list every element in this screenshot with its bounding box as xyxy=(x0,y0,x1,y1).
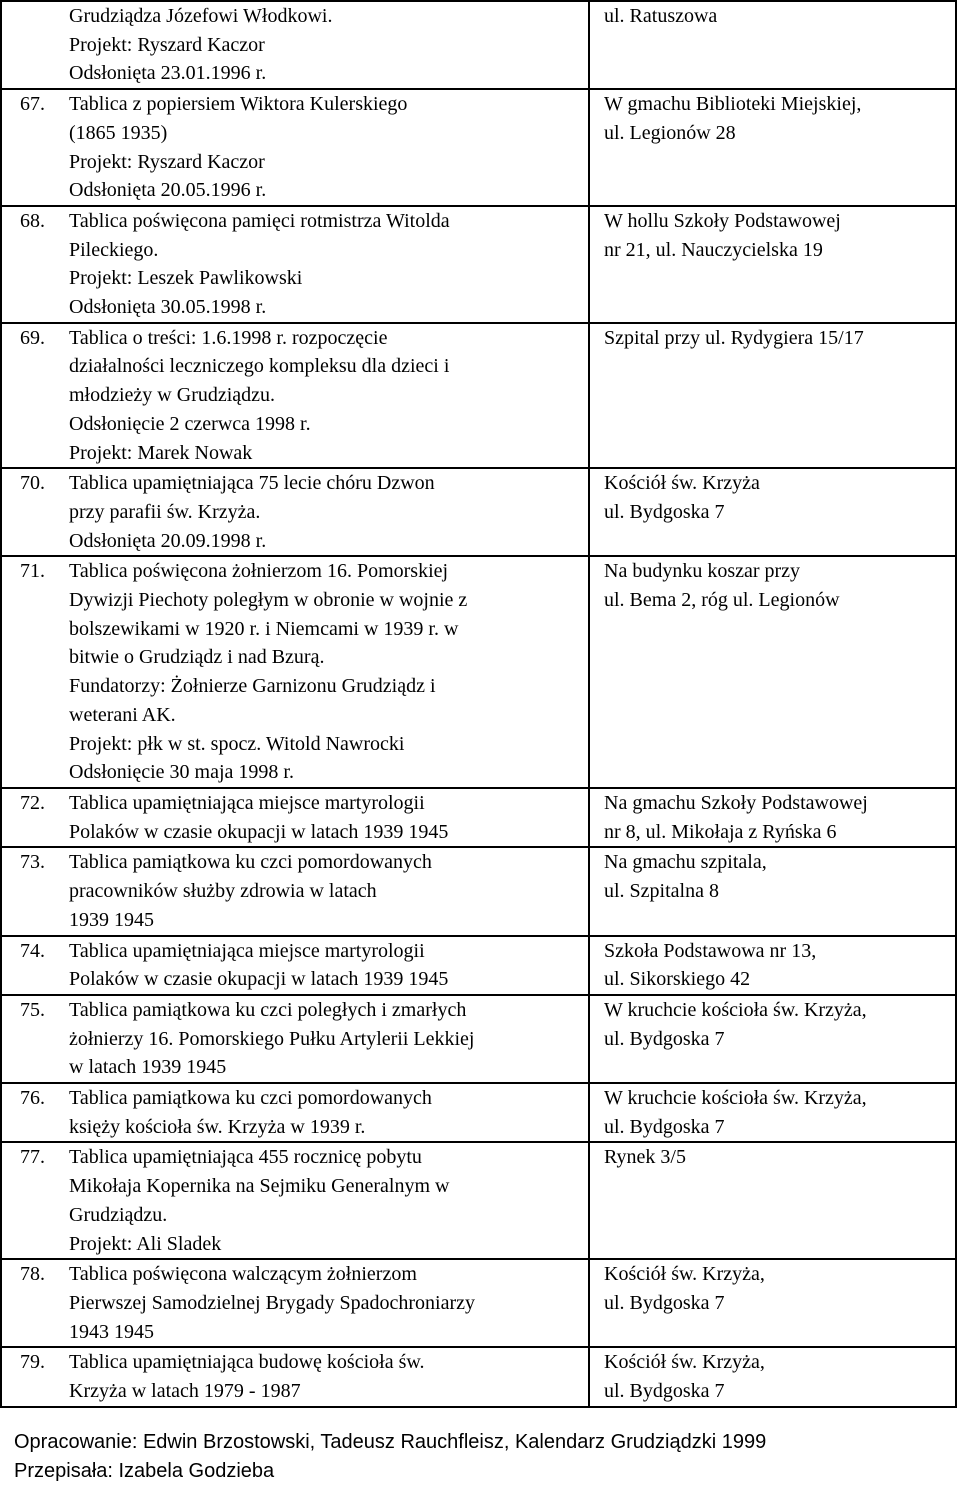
location-line: nr 21, ul. Nauczycielska 19 xyxy=(604,238,823,261)
location-line: Rynek 3/5 xyxy=(604,1146,686,1169)
entry-text-line: bitwie o Grudziądz i nad Bzurą. xyxy=(69,646,325,669)
entry-number: 75. xyxy=(20,998,45,1021)
location-cell xyxy=(589,936,956,995)
entry-text-line: 1943 1945 xyxy=(69,1320,154,1343)
entry xyxy=(2,1143,588,1258)
entry xyxy=(2,2,588,88)
location-line: Kościół św. Krzyża, xyxy=(604,1263,765,1286)
entry-text-line: Polaków w czasie okupacji w latach 1939 1945 xyxy=(69,820,449,843)
entry-text-line: Projekt: Ali Sladek xyxy=(69,1232,222,1255)
location-line: W kruchcie kościoła św. Krzyża, xyxy=(604,1087,867,1110)
location-cell xyxy=(589,1347,956,1407)
entry-number: 68. xyxy=(20,209,45,232)
entry-text-line: Polaków w czasie okupacji w latach 1939 1945 xyxy=(69,968,449,991)
entry-text-line: Krzyża w latach 1979 - 1987 xyxy=(69,1380,301,1403)
description-cell xyxy=(1,89,589,206)
entry-number: 77. xyxy=(20,1146,45,1169)
location-line: W gmachu Biblioteki Miejskiej, xyxy=(604,93,862,116)
entry-text-line: księży kościoła św. Krzyża w 1939 r. xyxy=(69,1115,366,1138)
location-line: W kruchcie kościoła św. Krzyża, xyxy=(604,998,867,1021)
entry-text-line: Odsłonięta 30.05.1998 r. xyxy=(69,296,267,319)
footer-transcriber: Przepisała: Izabela Godzieba xyxy=(14,1460,275,1482)
entry-text-line: Fundatorzy: Żołnierze Garnizonu Grudziądz i xyxy=(69,675,436,698)
description-cell xyxy=(1,1259,589,1347)
entry-text-line: Tablica pamiątkowa ku czci poległych i zmarłych xyxy=(69,998,467,1021)
table-row xyxy=(1,89,956,206)
entry-text xyxy=(69,1348,588,1405)
entry-text-line: Odsłonięta 20.09.1998 r. xyxy=(69,529,267,552)
location xyxy=(590,557,955,614)
entry-text-line: (1865 1935) xyxy=(69,121,168,144)
entry xyxy=(2,90,588,205)
entry-text xyxy=(69,789,588,846)
table-row xyxy=(1,847,956,935)
entry-text-line: Tablica o treści: 1.6.1998 r. rozpoczęcie xyxy=(69,326,388,349)
entry-number: 72. xyxy=(20,791,45,814)
description-cell xyxy=(1,1,589,89)
entry-text-line: Pierwszej Samodzielnej Brygady Spadochroniarzy xyxy=(69,1291,475,1314)
description-cell xyxy=(1,468,589,556)
entry-number: 73. xyxy=(20,851,45,874)
entry-text-line: młodzieży w Grudziądzu. xyxy=(69,384,276,407)
entry-text-line: żołnierzy 16. Pomorskiego Pułku Artylerii Lekkiej xyxy=(69,1027,475,1050)
entry-text-line: Odsłonięcie 2 czerwca 1998 r. xyxy=(69,412,311,435)
location-line: ul. Bydgoska 7 xyxy=(604,1291,725,1314)
description-cell xyxy=(1,847,589,935)
entry-text-line: przy parafii św. Krzyża. xyxy=(69,500,261,523)
entry xyxy=(2,996,588,1082)
entry-text xyxy=(69,207,588,322)
entry-text-line: Odsłonięcie 30 maja 1998 r. xyxy=(69,761,294,784)
entry-text-line: Mikołaja Kopernika na Sejmiku Generalnym w xyxy=(69,1175,450,1198)
entry-text-line: Projekt: Ryszard Kaczor xyxy=(69,150,265,173)
entry-text-line: Tablica upamiętniająca miejsce martyrologii xyxy=(69,791,425,814)
entry xyxy=(2,1348,588,1405)
entry-text xyxy=(69,1260,588,1346)
table-row xyxy=(1,1,956,89)
location-cell xyxy=(589,1,956,89)
location-line: Szpital przy ul. Rydygiera 15/17 xyxy=(604,326,864,349)
location-line: ul. Bydgoska 7 xyxy=(604,1115,725,1138)
location-line: Szkoła Podstawowa nr 13, xyxy=(604,939,817,962)
entry-number: 70. xyxy=(20,472,45,495)
location-line: W hollu Szkoły Podstawowej xyxy=(604,209,841,232)
entry-text-line: Tablica poświęcona żołnierzom 16. Pomorskiej xyxy=(69,560,449,583)
entry-text-line: Projekt: Ryszard Kaczor xyxy=(69,33,265,56)
location xyxy=(590,207,955,264)
location xyxy=(590,1143,955,1172)
entry xyxy=(2,557,588,787)
entry-text-line: Grudziądzu. xyxy=(69,1203,168,1226)
description-cell xyxy=(1,1347,589,1407)
entry-text-line: Tablica pamiątkowa ku czci pomordowanych xyxy=(69,1087,432,1110)
entry xyxy=(2,469,588,555)
location xyxy=(590,2,955,31)
location-line: ul. Bydgoska 7 xyxy=(604,500,725,523)
table-row xyxy=(1,995,956,1083)
location-cell xyxy=(589,1142,956,1259)
entry xyxy=(2,324,588,468)
entry-text xyxy=(69,324,588,468)
location-line: nr 8, ul. Mikołaja z Ryńska 6 xyxy=(604,820,837,843)
entry-text-line: pracowników służby zdrowia w latach xyxy=(69,880,377,903)
entry-number: 71. xyxy=(20,560,45,583)
entry-text-line: Dywizji Piechoty poległym w obronie w wojnie z xyxy=(69,589,468,612)
entry-text-line: Pileckiego. xyxy=(69,238,159,261)
location-cell xyxy=(589,788,956,847)
entry-text xyxy=(69,996,588,1082)
entry-text-line: działalności leczniczego kompleksu dla dzieci i xyxy=(69,355,450,378)
location-cell xyxy=(589,995,956,1083)
entry xyxy=(2,1084,588,1141)
entry-number: 76. xyxy=(20,1087,45,1110)
entry-text-line: Tablica poświęcona walczącym żołnierzom xyxy=(69,1263,417,1286)
entry-text-line: Projekt: Leszek Pawlikowski xyxy=(69,267,303,290)
entry-text-line: Tablica poświęcona pamięci rotmistrza Witolda xyxy=(69,209,450,232)
location-line: ul. Bydgoska 7 xyxy=(604,1380,725,1403)
location-line: ul. Bema 2, róg ul. Legionów xyxy=(604,589,840,612)
table-row xyxy=(1,323,956,469)
table-row xyxy=(1,556,956,788)
entry-text-line: Odsłonięta 23.01.1996 r. xyxy=(69,62,267,85)
location xyxy=(590,996,955,1053)
description-cell xyxy=(1,1083,589,1142)
entry-text-line: Odsłonięta 20.05.1996 r. xyxy=(69,179,267,202)
location-line: ul. Szpitalna 8 xyxy=(604,880,719,903)
entry-text-line: Tablica upamiętniająca budowę kościoła św. xyxy=(69,1351,425,1374)
entry-text-line: Tablica upamiętniająca 455 rocznicę pobytu xyxy=(69,1146,422,1169)
location xyxy=(590,324,955,353)
entry-text xyxy=(69,469,588,555)
table-body xyxy=(1,1,956,1407)
description-cell xyxy=(1,788,589,847)
description-cell xyxy=(1,936,589,995)
description-cell xyxy=(1,206,589,323)
entry-text xyxy=(69,2,588,88)
entry xyxy=(2,848,588,934)
description-cell xyxy=(1,323,589,469)
footer xyxy=(14,1428,766,1486)
table-row xyxy=(1,1083,956,1142)
location xyxy=(590,1084,955,1141)
entry-text xyxy=(69,90,588,205)
entry-text xyxy=(69,937,588,994)
description-cell xyxy=(1,556,589,788)
description-cell xyxy=(1,1142,589,1259)
location xyxy=(590,90,955,147)
table-row xyxy=(1,206,956,323)
table-row xyxy=(1,1259,956,1347)
footer-credits: Opracowanie: Edwin Brzostowski, Tadeusz Rauchfleisz, Kalendarz Grudziądzki 1999 xyxy=(14,1431,767,1453)
entry xyxy=(2,207,588,322)
entry xyxy=(2,789,588,846)
location-line: ul. Legionów 28 xyxy=(604,121,736,144)
location-cell xyxy=(589,89,956,206)
location-cell xyxy=(589,468,956,556)
location-line: ul. Ratuszowa xyxy=(604,5,718,27)
entry-number: 69. xyxy=(20,326,45,349)
entry-text xyxy=(69,1084,588,1141)
location-cell xyxy=(589,1083,956,1142)
location xyxy=(590,789,955,846)
entry-text xyxy=(69,1143,588,1258)
entry-text-line: bolszewikami w 1920 r. i Niemcami w 1939 r. w xyxy=(69,617,459,640)
location xyxy=(590,469,955,526)
table-row xyxy=(1,468,956,556)
location xyxy=(590,1260,955,1317)
location-cell xyxy=(589,556,956,788)
entry-text-line: Tablica upamiętniająca miejsce martyrologii xyxy=(69,939,425,962)
entry-text-line: 1939 1945 xyxy=(69,908,154,931)
entry-text xyxy=(69,557,588,787)
table-row xyxy=(1,936,956,995)
location-line: ul. Sikorskiego 42 xyxy=(604,968,751,991)
entry xyxy=(2,937,588,994)
location-cell xyxy=(589,1259,956,1347)
location-line: Na gmachu Szkoły Podstawowej xyxy=(604,791,868,814)
location-line: ul. Bydgoska 7 xyxy=(604,1027,725,1050)
location-line: Na gmachu szpitala, xyxy=(604,851,767,874)
entry-number: 78. xyxy=(20,1263,45,1286)
location-cell xyxy=(589,323,956,469)
entry-number: 74. xyxy=(20,939,45,962)
entry-text xyxy=(69,848,588,934)
location-cell xyxy=(589,206,956,323)
entry-text-line: Projekt: płk w st. spocz. Witold Nawrocki xyxy=(69,732,405,755)
location xyxy=(590,1348,955,1405)
entry-text-line: Tablica pamiątkowa ku czci pomordowanych xyxy=(69,851,432,874)
entry-text-line: w latach 1939 1945 xyxy=(69,1056,227,1079)
entry-text-line: Tablica upamiętniająca 75 lecie chóru Dzwon xyxy=(69,472,435,495)
entry-text-line: Tablica z popiersiem Wiktora Kulerskiego xyxy=(69,93,408,116)
entry-text-line: weterani AK. xyxy=(69,703,176,726)
table-row xyxy=(1,1347,956,1407)
location-line: Kościół św. Krzyża xyxy=(604,472,760,495)
location-line: Na budynku koszar przy xyxy=(604,560,801,583)
location-line: Kościół św. Krzyża, xyxy=(604,1351,765,1374)
table-row xyxy=(1,788,956,847)
table-row xyxy=(1,1142,956,1259)
entry-number: 67. xyxy=(20,93,45,116)
description-cell xyxy=(1,995,589,1083)
location-cell xyxy=(589,847,956,935)
location xyxy=(590,848,955,905)
entry-number: 79. xyxy=(20,1351,45,1374)
entry-text-line: Grudziądza Józefowi Włodkowi. xyxy=(69,5,333,27)
location xyxy=(590,937,955,994)
entry xyxy=(2,1260,588,1346)
entry-text-line: Projekt: Marek Nowak xyxy=(69,441,253,464)
